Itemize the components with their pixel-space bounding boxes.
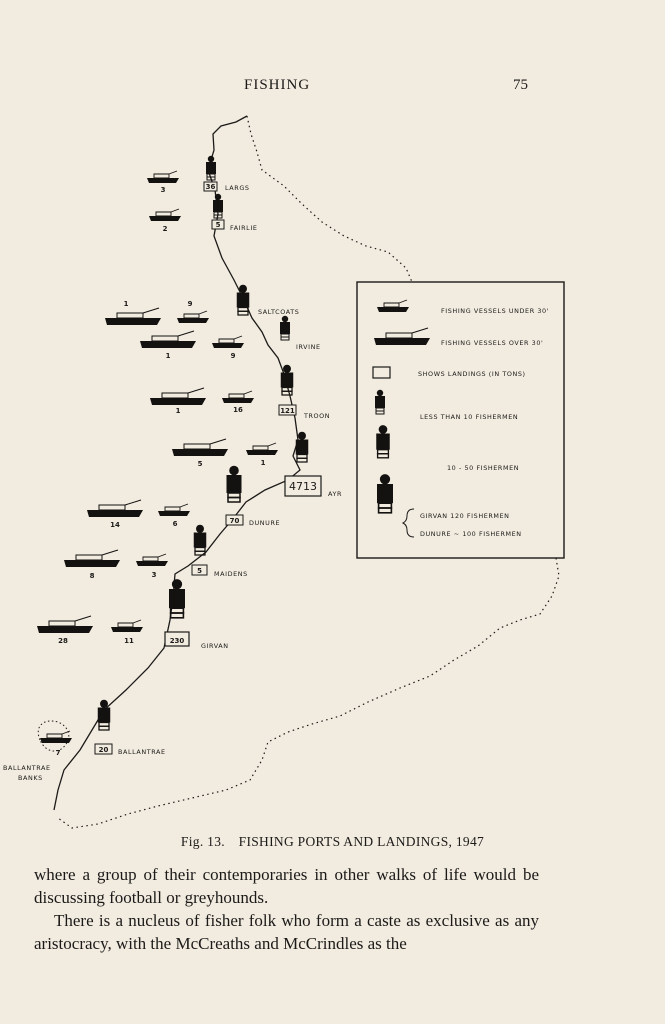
svg-text:FISHING VESSELS OVER 30': FISHING VESSELS OVER 30' [441,339,544,347]
banks-outline [38,721,69,751]
svg-text:3: 3 [151,571,157,579]
port-fairlie [149,194,257,233]
svg-text:5: 5 [197,567,202,575]
svg-text:16: 16 [233,406,243,414]
svg-text:GIRVAN: GIRVAN [201,642,229,650]
svg-text:DUNURE ~ 100 FISHERMEN: DUNURE ~ 100 FISHERMEN [420,530,522,538]
svg-text:SHOWS LANDINGS (IN TONS): SHOWS LANDINGS (IN TONS) [418,370,526,378]
svg-text:1: 1 [123,300,129,308]
svg-text:1: 1 [260,459,266,467]
svg-text:10 - 50 FISHERMEN: 10 - 50 FISHERMEN [447,464,520,472]
svg-text:11: 11 [124,637,134,645]
port-irvine [140,316,321,360]
svg-text:7: 7 [55,749,61,757]
svg-text:20: 20 [98,746,109,754]
svg-text:28: 28 [58,637,68,645]
map-legend [357,282,564,558]
figure-caption [0,834,665,850]
port-girvan [37,579,229,650]
svg-text:GIRVAN 120 FISHERMEN: GIRVAN 120 FISHERMEN [420,512,510,520]
page-number: 75 [513,77,528,93]
svg-text:6: 6 [172,520,178,528]
svg-text:AYR: AYR [328,490,343,498]
svg-text:1: 1 [165,352,171,360]
svg-text:70: 70 [229,517,240,525]
svg-text:8: 8 [89,572,95,580]
running-title: FISHING [244,77,311,93]
svg-text:BALLANTRAE: BALLANTRAE [118,748,166,756]
svg-text:3: 3 [160,186,166,194]
figure-number: Fig. 13. [180,834,225,849]
svg-text:TROON: TROON [304,412,331,420]
port-ballantrae [40,700,166,757]
port-largs [147,156,250,194]
banks-label: BALLANTRAE [3,764,51,772]
svg-text:2: 2 [162,225,168,233]
svg-text:5: 5 [197,460,203,468]
banks-label-2: BANKS [18,774,43,782]
svg-text:LESS THAN 10 FISHERMEN: LESS THAN 10 FISHERMEN [420,413,519,421]
inland-boundary [55,116,559,828]
body-text [34,863,539,955]
paragraph-1: where a group of their contemporaries in other walks of life would be discussing football or greyhounds. [34,865,539,907]
svg-text:4713: 4713 [289,480,317,493]
svg-text:FAIRLIE: FAIRLIE [230,224,258,232]
svg-text:9: 9 [230,352,236,360]
svg-text:DUNURE: DUNURE [249,519,281,527]
port-ayr [172,432,342,498]
svg-text:LARGS: LARGS [225,184,250,192]
figure-title: FISHING PORTS AND LANDINGS, 1947 [238,834,485,849]
svg-text:5: 5 [215,221,221,229]
paragraph-2: There is a nucleus of fisher folk who form a caste as exclusive as any aristocracy, with the McCreaths and McCrindles as the [34,911,539,953]
svg-text:121: 121 [280,407,295,415]
svg-text:FISHING VESSELS UNDER 30': FISHING VESSELS UNDER 30' [441,307,550,315]
port-saltcoats [105,285,299,325]
svg-text:14: 14 [110,521,120,529]
svg-text:9: 9 [187,300,193,308]
port-troon [150,365,330,420]
port-dunure [87,466,280,529]
svg-text:IRVINE: IRVINE [296,343,321,351]
svg-text:SALTCOATS: SALTCOATS [258,308,300,316]
svg-text:1: 1 [175,407,181,415]
svg-text:36: 36 [205,183,216,191]
svg-text:230: 230 [169,637,185,645]
svg-text:MAIDENS: MAIDENS [214,570,248,578]
